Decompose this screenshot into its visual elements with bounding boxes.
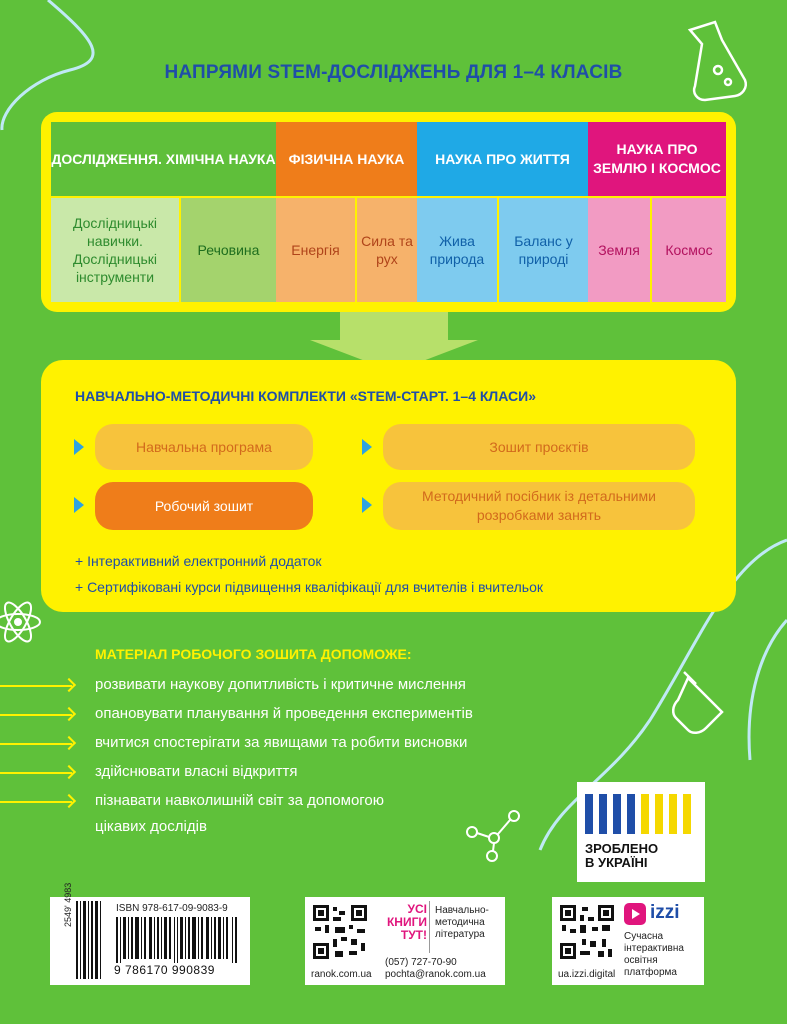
qr-code-icon bbox=[558, 903, 616, 961]
header-earth-space: НАУКА ПРО ЗЕМЛЮ І КОСМОС bbox=[588, 122, 726, 196]
barcode-icon bbox=[116, 917, 240, 963]
ranok-card bbox=[305, 897, 505, 985]
bullet-triangle-icon bbox=[362, 497, 372, 513]
benefit-item: цікавих дослідів bbox=[95, 818, 207, 835]
benefit-item: пізнавати навколишній світ за допомогою bbox=[95, 792, 385, 809]
izzi-card bbox=[552, 897, 704, 985]
isbn-label: ISBN 978-617-09-9083-9 bbox=[116, 903, 228, 914]
izzi-brand: izzi bbox=[650, 902, 680, 923]
flag-bars-icon bbox=[577, 790, 705, 846]
page-title: НАПРЯМИ STEM-ДОСЛІДЖЕНЬ ДЛЯ 1–4 КЛАСІВ bbox=[164, 62, 623, 83]
benefit-item: здійснювати власні відкриття bbox=[95, 763, 298, 780]
arrow-icon bbox=[0, 743, 72, 745]
arrow-icon bbox=[0, 714, 72, 716]
isbn-card bbox=[50, 882, 250, 985]
kit-item-guide: Методичний посібник із детальними розробками занять bbox=[383, 482, 695, 530]
kit-title: НАВЧАЛЬНО-МЕТОДИЧНІ КОМПЛЕКТИ «STEM-СТАРТ. 1–4 КЛАСИ» bbox=[75, 388, 536, 404]
directions-grid bbox=[51, 122, 726, 302]
bullet-triangle-icon bbox=[362, 439, 372, 455]
sub-energy: Енергія bbox=[276, 198, 355, 302]
bullet-triangle-icon bbox=[74, 439, 84, 455]
sub-space: Космос bbox=[652, 198, 726, 302]
made-in-ukraine-badge bbox=[577, 782, 705, 882]
side-barcode-icon bbox=[74, 901, 104, 981]
kit-item-workbook: Робочий зошит bbox=[95, 482, 313, 530]
sub-balance: Баланс у природі bbox=[499, 198, 588, 302]
atom-icon bbox=[0, 599, 40, 645]
arrow-icon bbox=[0, 772, 72, 774]
kit-item-program: Навчальна програма bbox=[95, 424, 313, 470]
sub-earth: Земля bbox=[588, 198, 650, 302]
isbn-side-digits: 2549' 4983 bbox=[63, 882, 73, 927]
benefits-title: МАТЕРІАЛ РОБОЧОГО ЗОШИТА ДОПОМОЖЕ: bbox=[95, 646, 412, 662]
molecule-icon bbox=[467, 811, 519, 861]
izzi-desc: Сучасна інтерактивна освітня платформа bbox=[624, 931, 684, 978]
arrow-icon bbox=[0, 685, 72, 687]
sub-wildlife: Жива природа bbox=[417, 198, 497, 302]
header-chemistry: ДОСЛІДЖЕННЯ. ХІМІЧНА НАУКА bbox=[51, 122, 276, 196]
sub-research-skills: Дослідницькі навички. Дослідницькі інструменти bbox=[51, 198, 179, 302]
sub-substance: Речовина bbox=[181, 198, 276, 302]
ranok-site: ranok.com.ua bbox=[311, 969, 372, 980]
ranok-email: pochta@ranok.com.ua bbox=[385, 969, 486, 980]
qr-code-icon bbox=[311, 903, 369, 961]
made-in-line2: В УКРАЇНІ bbox=[585, 855, 648, 870]
izzi-site: ua.izzi.digital bbox=[558, 969, 616, 980]
ranok-desc: Навчально-методична література bbox=[435, 905, 489, 940]
made-in-line1: ЗРОБЛЕНО bbox=[585, 841, 659, 856]
kit-extra-app: + Інтерактивний електронний додаток bbox=[75, 553, 322, 569]
divider bbox=[429, 901, 430, 953]
header-physics: ФІЗИЧНА НАУКА bbox=[276, 122, 417, 196]
bullet-triangle-icon bbox=[74, 497, 84, 513]
kit-extra-courses: + Сертифіковані курси підвищення кваліфікації для вчителів і вчительок bbox=[75, 579, 544, 595]
ranok-phone: (057) 727-70-90 bbox=[385, 957, 457, 968]
izzi-logo-icon bbox=[624, 903, 646, 925]
arrow-icon bbox=[0, 801, 72, 803]
kit-item-projects: Зошит проєктів bbox=[383, 424, 695, 470]
sub-force-motion: Сила та рух bbox=[357, 198, 417, 302]
ranok-badge: УСІ КНИГИ ТУТ! bbox=[386, 902, 427, 942]
benefit-item: розвивати наукову допитливість і критичне мислення bbox=[95, 676, 466, 693]
benefit-item: опановувати планування й проведення експериментів bbox=[95, 705, 473, 722]
flask-icon bbox=[690, 22, 746, 100]
isbn-digits: 9 786170 990839 bbox=[114, 963, 215, 977]
test-tube-icon bbox=[673, 672, 722, 733]
header-life: НАУКА ПРО ЖИТТЯ bbox=[417, 122, 588, 196]
benefit-item: вчитися спостерігати за явищами та робити висновки bbox=[95, 734, 468, 751]
